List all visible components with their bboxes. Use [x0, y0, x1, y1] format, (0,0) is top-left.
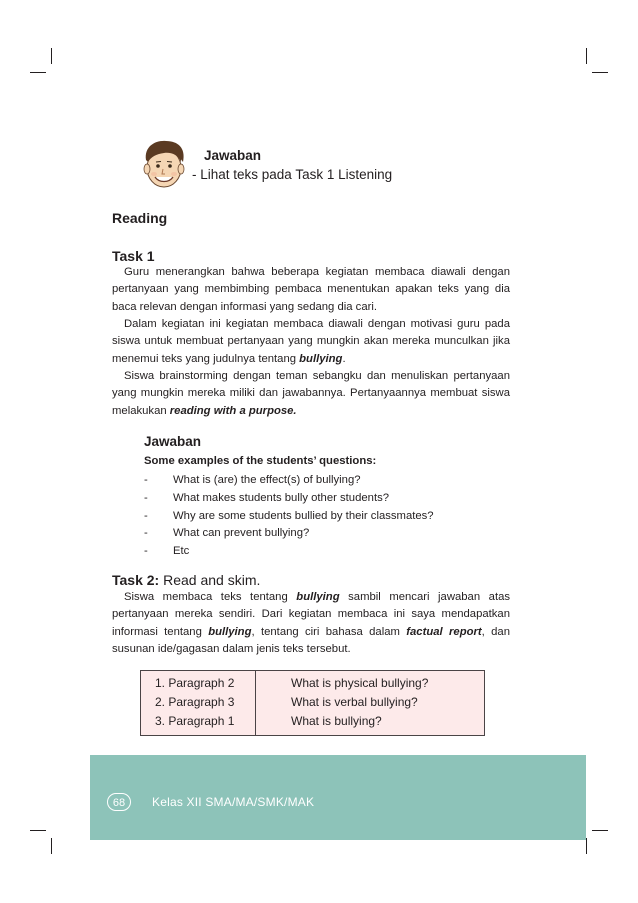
- paragraph-text: sambil mencari jawaban atas pertanyaan mereka sendiri. Dari kegiatan membaca ini saya mendapatkan informasi tentang: [112, 591, 511, 638]
- boy-face-icon: [136, 136, 192, 192]
- table-row: [141, 674, 484, 693]
- paragraph-text: , dan susunan ide/gagasan dalam jenis teks tersebut.: [112, 625, 510, 656]
- list-dash: -: [144, 474, 148, 486]
- emphasis-text: bullying: [296, 591, 340, 603]
- table-cell-question: What is bullying?: [291, 714, 382, 728]
- question-text: Etc: [173, 545, 190, 558]
- question-text: Why are some students bullied by their classmates?: [173, 509, 434, 522]
- paragraph-text: Siswa brainstorming dengan teman sebangku dan menuliskan pertanyaan yang mungkin mereka miliki dan jawabannya. Pertanyaannya membuat siswa melakukan: [112, 370, 510, 417]
- paragraph-text: .: [342, 352, 346, 365]
- paragraph-text: Guru menerangkan bahwa beberapa kegiatan membaca diawali dengan pertanyaan yang membimbing pembaca menentukan apakan teks yang dia baca relevan dengan informasi yang sedang dia cari.: [112, 266, 510, 313]
- task1-paragraph-3: [112, 368, 510, 420]
- task2-paragraph: [112, 589, 510, 659]
- list-dash: -: [144, 509, 148, 522]
- crop-mark: [586, 838, 587, 854]
- paragraph-text: , tentang ciri bahasa dalam: [251, 625, 407, 638]
- page-number: 68: [107, 793, 131, 811]
- task1-paragraph-1: [112, 264, 510, 316]
- table-cell-paragraph: 1. Paragraph 2: [155, 676, 235, 690]
- list-dash: -: [144, 545, 148, 558]
- table-row: [141, 693, 484, 712]
- task1-heading: Task 1: [112, 248, 155, 264]
- crop-mark: [30, 72, 46, 73]
- paragraph-text: Dalam kegiatan ini kegiatan membaca diawali dengan motivasi guru pada siswa untuk membuat pertanyaan yang mungkin akan mereka munculkan jika menemui teks yang judulnya tentang: [112, 318, 510, 365]
- emphasis-text: bullying: [299, 352, 343, 365]
- task1-paragraph-2: [112, 316, 510, 368]
- crop-mark: [592, 830, 608, 831]
- answer-heading: Jawaban: [204, 148, 262, 163]
- reading-heading: Reading: [112, 210, 168, 226]
- crop-mark: [592, 72, 608, 73]
- emphasis-text: factual report: [406, 625, 482, 638]
- list-dash: -: [144, 491, 148, 504]
- jawaban-subheading: Some examples of the students’ questions:: [144, 455, 377, 467]
- crop-mark: [30, 830, 46, 831]
- task2-heading: [112, 572, 260, 588]
- question-text: What makes students bully other students?: [173, 491, 390, 504]
- emphasis-text: bullying: [208, 625, 252, 638]
- table-cell-question: What is physical bullying?: [291, 676, 429, 690]
- task2-label: Task 2:: [112, 572, 160, 588]
- paragraph-question-table: [140, 670, 485, 736]
- task2-title: Read and skim.: [159, 572, 261, 588]
- jawaban-heading: Jawaban: [144, 434, 202, 449]
- table-cell-paragraph: 3. Paragraph 1: [155, 714, 235, 728]
- crop-mark: [51, 48, 52, 64]
- table-cell-paragraph: 2. Paragraph 3: [155, 695, 235, 709]
- table-row: [141, 712, 484, 731]
- emphasis-text: reading with a purpose.: [169, 404, 297, 417]
- footer-book-title: Kelas XII SMA/MA/SMK/MAK: [152, 795, 315, 809]
- crop-mark: [51, 838, 52, 854]
- paragraph-text: Siswa membaca teks tentang: [124, 591, 297, 603]
- question-text: What can prevent bullying?: [173, 527, 310, 540]
- table-cell-question: What is verbal bullying?: [291, 695, 418, 709]
- answer-note: - Lihat teks pada Task 1 Listening: [192, 167, 393, 182]
- crop-mark: [586, 48, 587, 64]
- list-dash: -: [144, 527, 148, 540]
- question-text: What is (are) the effect(s) of bullying?: [173, 474, 361, 486]
